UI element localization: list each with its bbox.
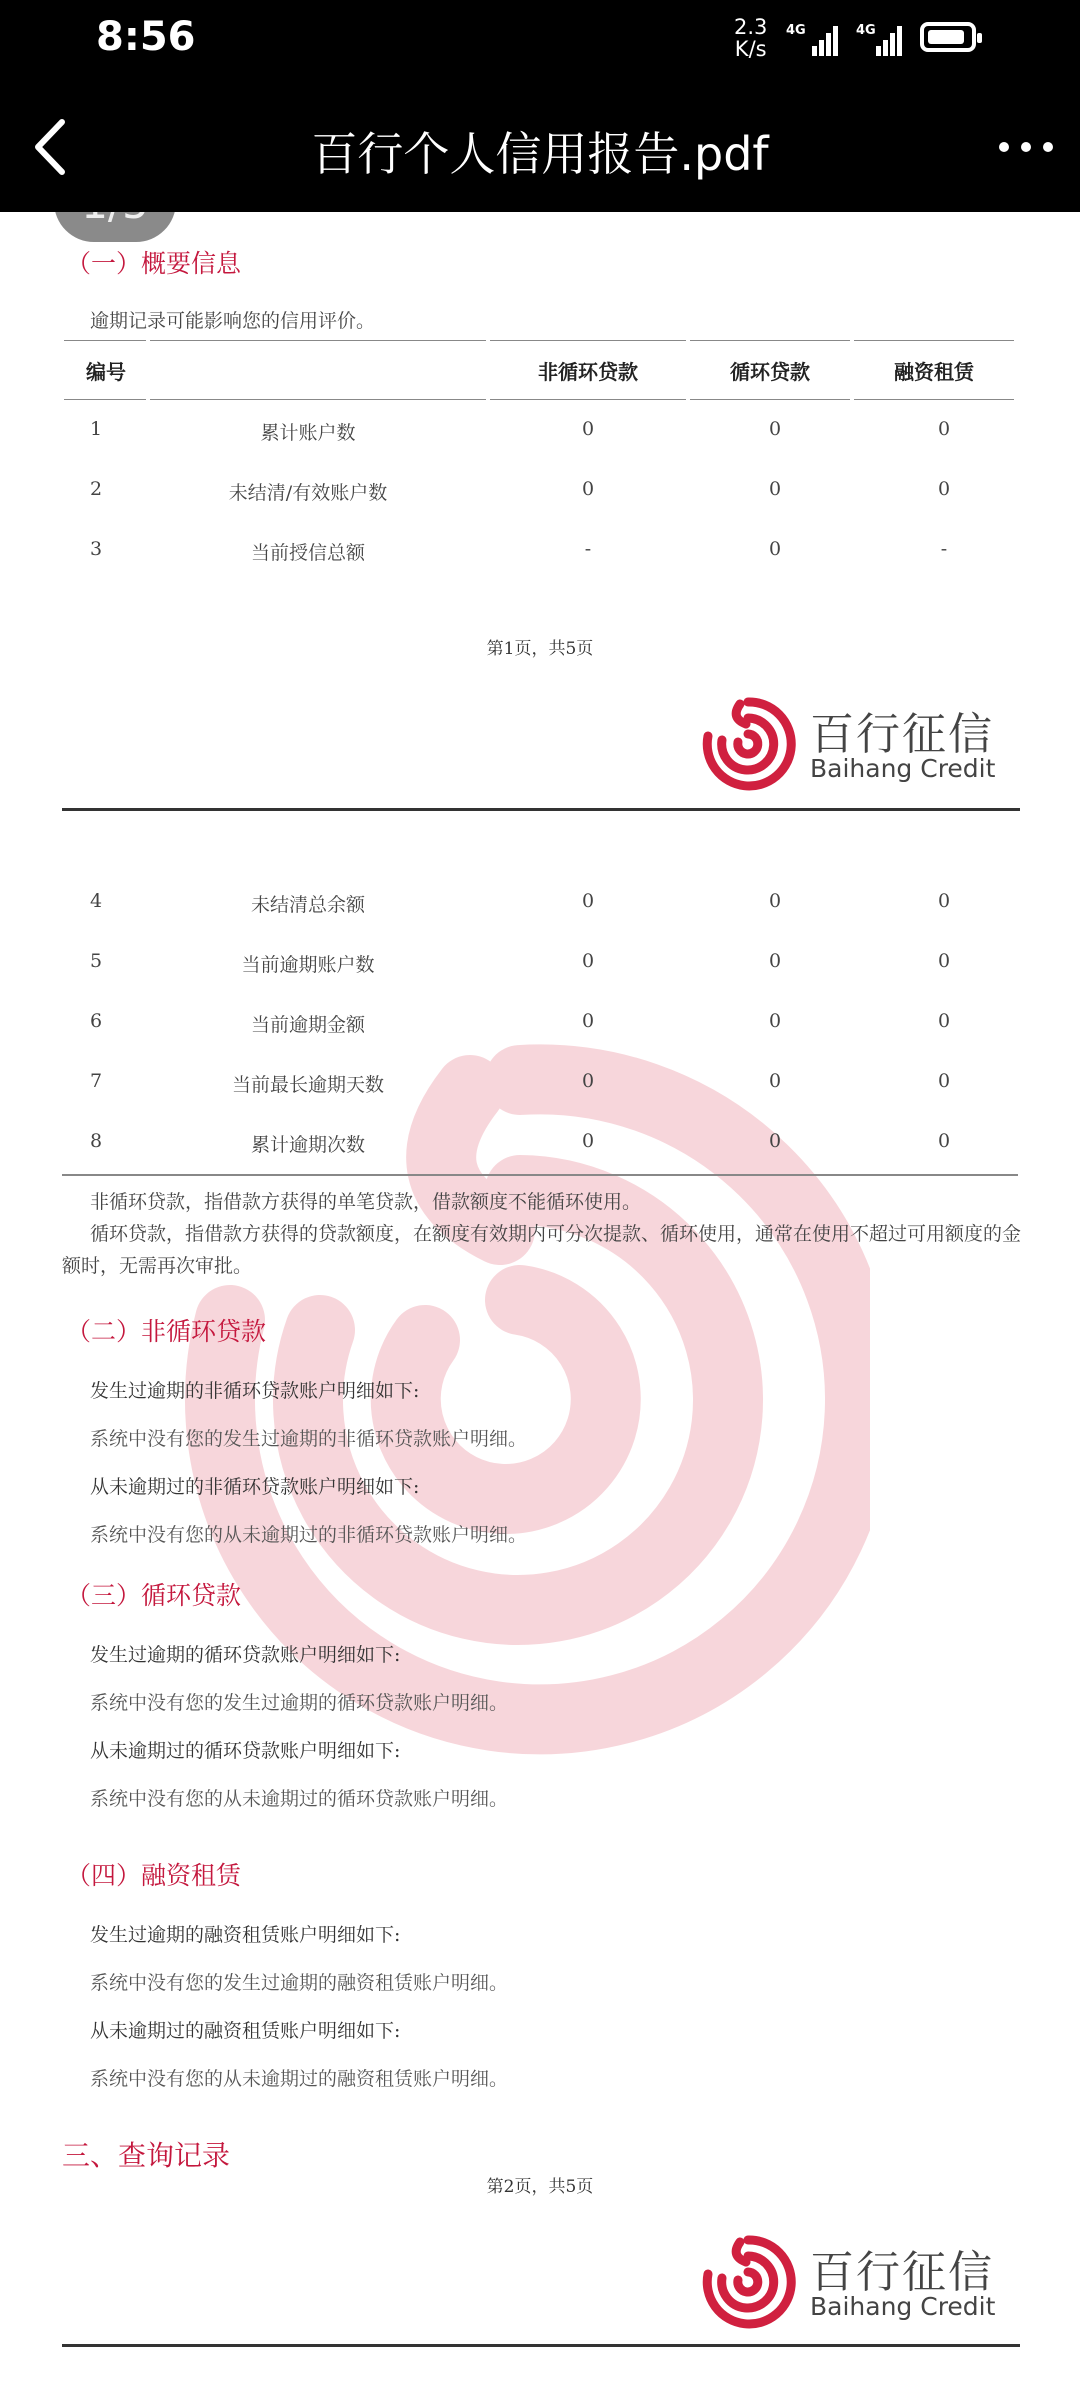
logo-text-en: Baihang Credit xyxy=(810,2292,996,2321)
leasing-value: 0 xyxy=(937,950,951,972)
section-heading-summary: （一）概要信息 xyxy=(66,249,242,278)
revolving-value: 0 xyxy=(768,1070,782,1092)
row-label: 累计逾期次数 xyxy=(250,1134,365,1156)
revolving-value: 0 xyxy=(768,1010,782,1032)
section-heading-revolving: （三）循环贷款 xyxy=(66,1581,242,1610)
revolving-value: 0 xyxy=(768,950,782,972)
page-footer: 第2页，共5页 xyxy=(486,2177,594,2197)
row-label: 当前最长逾期天数 xyxy=(231,1074,384,1096)
table-row: 2 未结清/有效账户数 0 0 0 xyxy=(64,478,1014,518)
detail-title: 从未逾期过的循环贷款账户明细如下: xyxy=(90,1740,401,1762)
definition-non-revolving: 非循环贷款，指借款方获得的单笔贷款，借款额度不能循环使用。 xyxy=(90,1191,642,1213)
page-divider xyxy=(62,808,1020,811)
leasing-value: 0 xyxy=(937,1070,951,1092)
leasing-value: 0 xyxy=(937,890,951,912)
revolving-value: 0 xyxy=(768,538,782,560)
definition-revolving: 循环贷款，指借款方获得的贷款额度，在额度有效期内可分次提款、循环使用，通常在使用不超过可用额度的金额时，无需再次审批。 xyxy=(62,1223,1022,1277)
column-header: 非循环贷款 xyxy=(490,340,686,400)
leasing-value: - xyxy=(940,538,948,560)
column-header: 循环贷款 xyxy=(690,340,850,400)
row-label: 累计账户数 xyxy=(260,422,356,444)
leasing-value: 0 xyxy=(937,1130,951,1152)
logo-text-en: Baihang Credit xyxy=(810,754,996,783)
detail-title: 发生过逾期的融资租赁账户明细如下: xyxy=(90,1924,401,1946)
table-row: 3 当前授信总额 - 0 - xyxy=(64,538,1014,578)
row-label: 未结清总余额 xyxy=(250,894,365,916)
detail-title: 从未逾期过的非循环贷款账户明细如下: xyxy=(90,1476,420,1498)
signal-4g-icon xyxy=(856,20,914,60)
leasing-value: 0 xyxy=(937,478,951,500)
section-heading-non-revolving: （二）非循环贷款 xyxy=(66,1317,267,1346)
status-time: 8:56 xyxy=(96,14,196,60)
non-revolving-value: 0 xyxy=(581,1130,595,1152)
row-label: 未结清/有效账户数 xyxy=(228,482,388,504)
baihang-logo xyxy=(700,696,1000,796)
page-footer: 第1页，共5页 xyxy=(486,639,594,659)
section-heading-query-records: 三、查询记录 xyxy=(62,2139,231,2172)
non-revolving-value: 0 xyxy=(581,890,595,912)
detail-title: 发生过逾期的循环贷款账户明细如下: xyxy=(90,1644,401,1666)
detail-text: 系统中没有您的从未逾期过的融资租赁账户明细。 xyxy=(90,2068,509,2090)
detail-title: 从未逾期过的融资租赁账户明细如下: xyxy=(90,2020,401,2042)
table-row: 6 当前逾期金额 0 0 0 xyxy=(64,1010,1014,1050)
section-heading-leasing: （四）融资租赁 xyxy=(66,1861,242,1890)
column-header: 编号 xyxy=(64,340,146,400)
revolving-value: 0 xyxy=(768,1130,782,1152)
overdue-note: 逾期记录可能影响您的信用评价。 xyxy=(90,310,376,332)
detail-text: 系统中没有您的发生过逾期的非循环贷款账户明细。 xyxy=(90,1428,528,1450)
revolving-value: 0 xyxy=(768,418,782,440)
row-label: 当前授信总额 xyxy=(250,542,365,564)
signal-4g-icon xyxy=(786,20,844,60)
svg-text:4G: 4G xyxy=(856,23,876,38)
detail-text: 系统中没有您的从未逾期过的非循环贷款账户明细。 xyxy=(90,1524,528,1546)
page-divider xyxy=(62,2344,1020,2347)
logo-text-cn: 百行征信 xyxy=(810,2247,994,2298)
top-bar xyxy=(0,0,1080,212)
baihang-logo xyxy=(700,2234,1000,2334)
non-revolving-value: 0 xyxy=(581,1070,595,1092)
table-row: 4 未结清总余额 0 0 0 xyxy=(64,890,1014,930)
table-bottom-border xyxy=(62,1174,1018,1176)
non-revolving-value: 0 xyxy=(581,1010,595,1032)
revolving-value: 0 xyxy=(768,478,782,500)
leasing-value: 0 xyxy=(937,418,951,440)
logo-text-cn: 百行征信 xyxy=(810,709,994,760)
row-label: 当前逾期账户数 xyxy=(241,954,375,976)
row-label: 当前逾期金额 xyxy=(250,1014,365,1036)
table-row: 7 当前最长逾期天数 0 0 0 xyxy=(64,1070,1014,1110)
column-header xyxy=(150,340,486,400)
table-row: 8 累计逾期次数 0 0 0 xyxy=(64,1130,1014,1170)
detail-text: 系统中没有您的发生过逾期的融资租赁账户明细。 xyxy=(90,1972,509,1994)
table-row: 1 累计账户数 0 0 0 xyxy=(64,418,1014,458)
non-revolving-value: 0 xyxy=(581,478,595,500)
baihang-logo-icon xyxy=(700,696,796,792)
non-revolving-value: - xyxy=(584,538,592,560)
table-row: 5 当前逾期账户数 0 0 0 xyxy=(64,950,1014,990)
leasing-value: 0 xyxy=(937,1010,951,1032)
detail-text: 系统中没有您的从未逾期过的循环贷款账户明细。 xyxy=(90,1788,509,1810)
more-options-icon[interactable] xyxy=(996,132,1056,162)
column-header: 融资租赁 xyxy=(854,340,1014,400)
battery-icon xyxy=(920,22,976,52)
net-speed: 2.3 K/s xyxy=(734,15,768,61)
svg-text:4G: 4G xyxy=(786,23,806,38)
summary-table-header xyxy=(64,340,1014,400)
revolving-value: 0 xyxy=(768,890,782,912)
baihang-logo-icon xyxy=(700,2234,796,2330)
non-revolving-value: 0 xyxy=(581,418,595,440)
detail-text: 系统中没有您的发生过逾期的循环贷款账户明细。 xyxy=(90,1692,509,1714)
document-title: 百行个人信用报告.pdf xyxy=(311,127,769,181)
non-revolving-value: 0 xyxy=(581,950,595,972)
detail-title: 发生过逾期的非循环贷款账户明细如下: xyxy=(90,1380,420,1402)
